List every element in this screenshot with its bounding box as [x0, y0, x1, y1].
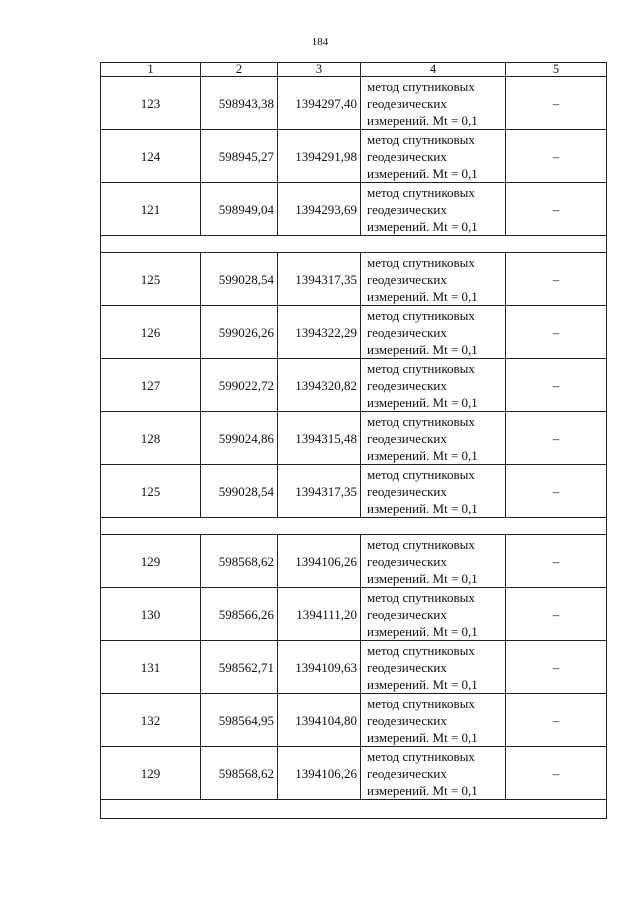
- y-coordinate-cell: 1394320,82: [278, 359, 361, 412]
- method-line: измерений. Mt = 0,1: [367, 729, 478, 745]
- header-row: [101, 63, 607, 77]
- method-cell: [361, 359, 506, 412]
- table-row: [101, 306, 607, 359]
- x-coordinate-cell: 598568,62: [201, 535, 278, 588]
- x-coordinate-cell: 598566,26: [201, 588, 278, 641]
- table-row: [101, 588, 607, 641]
- separator-row: [101, 800, 607, 819]
- method-cell: [361, 465, 506, 518]
- column-header: 5: [506, 63, 607, 77]
- x-coordinate-cell: 598564,95: [201, 694, 278, 747]
- note-cell: –: [506, 306, 607, 359]
- table-row: [101, 465, 607, 518]
- method-line: метод спутниковых: [367, 695, 475, 711]
- method-line: геодезических: [367, 377, 447, 393]
- method-cell: [361, 694, 506, 747]
- column-header: 2: [201, 63, 278, 77]
- note-cell: –: [506, 641, 607, 694]
- method-line: геодезических: [367, 148, 447, 164]
- method-line: метод спутниковых: [367, 254, 475, 270]
- method-line: метод спутниковых: [367, 131, 475, 147]
- y-coordinate-cell: 1394104,80: [278, 694, 361, 747]
- method-line: геодезических: [367, 271, 447, 287]
- separator-cell: [101, 236, 607, 253]
- note-cell: –: [506, 130, 607, 183]
- table-row: [101, 359, 607, 412]
- method-line: геодезических: [367, 201, 447, 217]
- y-coordinate-cell: 1394291,98: [278, 130, 361, 183]
- x-coordinate-cell: 598945,27: [201, 130, 278, 183]
- method-cell: [361, 253, 506, 306]
- method-cell: [361, 588, 506, 641]
- y-coordinate-cell: 1394106,26: [278, 747, 361, 800]
- method-line: метод спутниковых: [367, 360, 475, 376]
- table-row: [101, 77, 607, 130]
- point-cell: 130: [101, 588, 201, 641]
- method-line: геодезических: [367, 765, 447, 781]
- column-header: 1: [101, 63, 201, 77]
- y-coordinate-cell: 1394106,26: [278, 535, 361, 588]
- table-row: [101, 747, 607, 800]
- method-cell: [361, 535, 506, 588]
- note-cell: –: [506, 694, 607, 747]
- point-cell: 129: [101, 747, 201, 800]
- method-line: измерений. Mt = 0,1: [367, 288, 478, 304]
- method-line: измерений. Mt = 0,1: [367, 570, 478, 586]
- point-cell: 121: [101, 183, 201, 236]
- point-cell: 127: [101, 359, 201, 412]
- method-cell: [361, 130, 506, 183]
- method-cell: [361, 747, 506, 800]
- method-line: метод спутниковых: [367, 536, 475, 552]
- note-cell: –: [506, 359, 607, 412]
- table-row: [101, 641, 607, 694]
- y-coordinate-cell: 1394315,48: [278, 412, 361, 465]
- method-cell: [361, 77, 506, 130]
- note-cell: –: [506, 183, 607, 236]
- method-line: метод спутниковых: [367, 184, 475, 200]
- method-line: измерений. Mt = 0,1: [367, 394, 478, 410]
- point-cell: 129: [101, 535, 201, 588]
- point-cell: 126: [101, 306, 201, 359]
- y-coordinate-cell: 1394317,35: [278, 253, 361, 306]
- separator-cell: [101, 800, 607, 819]
- method-cell: [361, 641, 506, 694]
- page-number: 184: [311, 36, 329, 48]
- y-coordinate-cell: 1394297,40: [278, 77, 361, 130]
- method-line: измерений. Mt = 0,1: [367, 165, 478, 181]
- note-cell: –: [506, 588, 607, 641]
- note-cell: –: [506, 747, 607, 800]
- column-header: 3: [278, 63, 361, 77]
- point-cell: 131: [101, 641, 201, 694]
- method-line: измерений. Mt = 0,1: [367, 623, 478, 639]
- method-cell: [361, 306, 506, 359]
- y-coordinate-cell: 1394109,63: [278, 641, 361, 694]
- table-body: [101, 63, 607, 819]
- y-coordinate-cell: 1394322,29: [278, 306, 361, 359]
- x-coordinate-cell: 598943,38: [201, 77, 278, 130]
- method-line: метод спутниковых: [367, 589, 475, 605]
- method-line: метод спутниковых: [367, 642, 475, 658]
- note-cell: –: [506, 535, 607, 588]
- y-coordinate-cell: 1394111,20: [278, 588, 361, 641]
- x-coordinate-cell: 599022,72: [201, 359, 278, 412]
- x-coordinate-cell: 599026,26: [201, 306, 278, 359]
- x-coordinate-cell: 599028,54: [201, 465, 278, 518]
- x-coordinate-cell: 598562,71: [201, 641, 278, 694]
- point-cell: 123: [101, 77, 201, 130]
- method-line: метод спутниковых: [367, 466, 475, 482]
- method-line: геодезических: [367, 483, 447, 499]
- separator-row: [101, 236, 607, 253]
- table-row: [101, 183, 607, 236]
- table-row: [101, 130, 607, 183]
- point-cell: 124: [101, 130, 201, 183]
- table-row: [101, 535, 607, 588]
- column-header: 4: [361, 63, 506, 77]
- point-cell: 128: [101, 412, 201, 465]
- table-row: [101, 694, 607, 747]
- method-line: измерений. Mt = 0,1: [367, 676, 478, 692]
- note-cell: –: [506, 412, 607, 465]
- method-line: метод спутниковых: [367, 307, 475, 323]
- method-cell: [361, 412, 506, 465]
- separator-row: [101, 518, 607, 535]
- method-line: измерений. Mt = 0,1: [367, 782, 478, 798]
- method-line: геодезических: [367, 606, 447, 622]
- coordinates-table: [100, 62, 607, 819]
- point-cell: 125: [101, 253, 201, 306]
- y-coordinate-cell: 1394317,35: [278, 465, 361, 518]
- method-line: метод спутниковых: [367, 78, 475, 94]
- method-line: геодезических: [367, 430, 447, 446]
- method-cell: [361, 183, 506, 236]
- method-line: геодезических: [367, 659, 447, 675]
- note-cell: –: [506, 465, 607, 518]
- method-line: измерений. Mt = 0,1: [367, 500, 478, 516]
- x-coordinate-cell: 598949,04: [201, 183, 278, 236]
- method-line: геодезических: [367, 95, 447, 111]
- y-coordinate-cell: 1394293,69: [278, 183, 361, 236]
- point-cell: 125: [101, 465, 201, 518]
- x-coordinate-cell: 598568,62: [201, 747, 278, 800]
- note-cell: –: [506, 77, 607, 130]
- method-line: измерений. Mt = 0,1: [367, 341, 478, 357]
- method-line: метод спутниковых: [367, 748, 475, 764]
- point-cell: 132: [101, 694, 201, 747]
- x-coordinate-cell: 599024,86: [201, 412, 278, 465]
- method-line: геодезических: [367, 712, 447, 728]
- x-coordinate-cell: 599028,54: [201, 253, 278, 306]
- method-line: измерений. Mt = 0,1: [367, 218, 478, 234]
- method-line: метод спутниковых: [367, 413, 475, 429]
- separator-cell: [101, 518, 607, 535]
- method-line: измерений. Mt = 0,1: [367, 112, 478, 128]
- note-cell: –: [506, 253, 607, 306]
- method-line: геодезических: [367, 324, 447, 340]
- table-row: [101, 412, 607, 465]
- method-line: геодезических: [367, 553, 447, 569]
- method-line: измерений. Mt = 0,1: [367, 447, 478, 463]
- table-row: [101, 253, 607, 306]
